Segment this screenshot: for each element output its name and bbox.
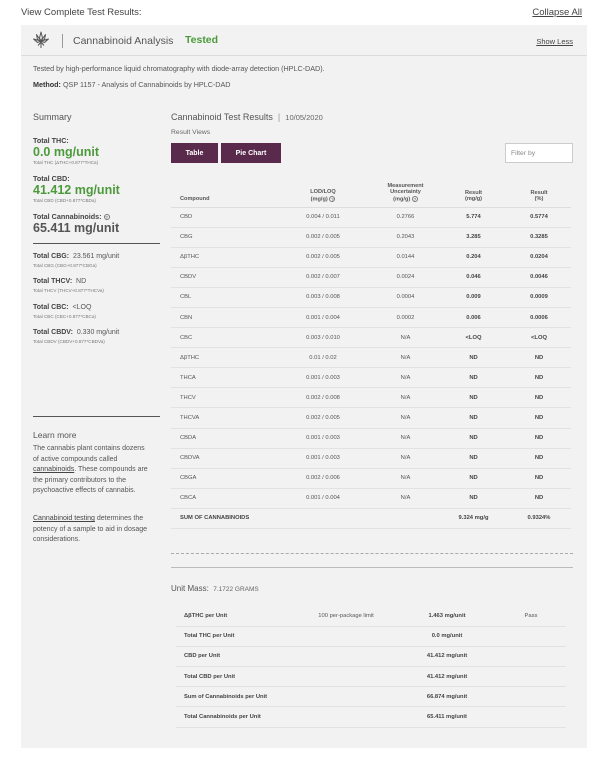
pie-chart-view-button[interactable]: Pie Chart <box>221 143 281 163</box>
test-results-title <box>171 112 323 122</box>
lod-loq-cell: 0.001 / 0.003 <box>275 448 371 468</box>
uncertainty-cell: 0.0144 <box>371 247 440 267</box>
lod-loq-cell: 0.003 / 0.008 <box>275 287 371 307</box>
per-unit-value: 65.411 mg/unit <box>398 707 496 727</box>
table-view-button[interactable]: Table <box>171 143 218 163</box>
result-pct-cell: ND <box>507 408 571 428</box>
result-mg-cell: ND <box>440 468 507 488</box>
total-cbdv-formula: Total CBDV (CBDV+0.877*CBDVa) <box>33 339 105 344</box>
total-cbg-line <box>33 253 119 260</box>
uncertainty-header-2: Uncertainty <box>390 189 421 196</box>
unit-mass-line <box>171 584 259 593</box>
uncertainty-cell: 0.0004 <box>371 287 440 307</box>
compound-cell: CBCA <box>171 488 275 508</box>
compound-cell: CBDVA <box>171 448 275 468</box>
total-thcv-label: Total THCV: <box>33 278 73 285</box>
total-cbg-formula: Total CBG (CBG+0.877*CBGa) <box>33 263 97 268</box>
total-cbg-value: 23.561 mg/unit <box>72 253 120 260</box>
unit-mass-value: 7.1722 GRAMS <box>213 586 259 593</box>
uncertainty-unit: (mg/g) <box>393 196 411 203</box>
result-mg-cell: ND <box>440 368 507 388</box>
table-row <box>171 287 571 307</box>
per-unit-row <box>176 667 566 687</box>
per-unit-row <box>176 626 566 646</box>
sum-of-cannabinoids-row <box>171 508 571 528</box>
total-cbd-label: Total CBD: <box>33 174 70 183</box>
total-cbc-value: <LOQ <box>72 304 92 311</box>
table-row <box>171 368 571 388</box>
table-row <box>171 348 571 368</box>
per-unit-limit <box>294 626 398 646</box>
summary-sidebar <box>33 112 163 544</box>
total-cbd-value: 41.412 mg/unit <box>33 183 120 197</box>
sum-compound-cell: SUM OF CANNABINOIDS <box>171 508 275 528</box>
result-mg-cell: ND <box>440 388 507 408</box>
solid-divider <box>171 567 573 568</box>
per-unit-row <box>176 606 566 626</box>
per-unit-limit: 100 per-package limit <box>294 606 398 626</box>
result-pct-cell: 0.0046 <box>507 267 571 287</box>
result-mg-cell: <LOQ <box>440 328 507 348</box>
view-results-title: View Complete Test Results: <box>21 7 142 18</box>
per-unit-value: 0.0 mg/unit <box>398 626 496 646</box>
lod-loq-cell: 0.001 / 0.004 <box>275 488 371 508</box>
total-cbd-formula: Total CBD (CBD+0.877*CBDa) <box>33 198 96 203</box>
method-description: Tested by high-performance liquid chromatography with diode-array detection (HPLC-DAD). <box>33 64 325 73</box>
result-mg-cell: ND <box>440 448 507 468</box>
title-divider: | <box>275 112 283 122</box>
result-pct-cell: <LOQ <box>507 328 571 348</box>
collapse-all-link[interactable]: Collapse All <box>532 7 582 18</box>
uncertainty-cell: N/A <box>371 448 440 468</box>
result-pct-cell: ND <box>507 348 571 368</box>
table-row <box>171 307 571 327</box>
result-pct-cell: ND <box>507 448 571 468</box>
table-row <box>171 227 571 247</box>
per-unit-status <box>496 626 566 646</box>
learn-p1-text-b: . These compounds are the primary contributors to the psychoactive effects of cannabis. <box>33 466 148 495</box>
per-unit-status <box>496 687 566 707</box>
sum-result-pct-cell: 0.9324% <box>507 508 571 528</box>
total-thcv-formula: Total THCV (THCV+0.877*THCVa) <box>33 288 104 293</box>
total-cbdv-line <box>33 329 119 336</box>
per-unit-label: CBD per Unit <box>176 646 294 666</box>
per-unit-label: Total THC per Unit <box>176 626 294 646</box>
compound-cell: ΔβTHC <box>171 247 275 267</box>
cannabinoid-results-table <box>171 165 571 529</box>
compound-cell: CBN <box>171 307 275 327</box>
per-unit-status: Pass <box>496 606 566 626</box>
result-mg-cell: 0.006 <box>440 307 507 327</box>
total-cbc-label: Total CBC: <box>33 304 69 311</box>
total-cbc-formula: Total CBC (CBC+0.877*CBCa) <box>33 314 96 319</box>
per-unit-row <box>176 687 566 707</box>
table-row <box>171 428 571 448</box>
panel-header <box>21 25 587 57</box>
learn-divider <box>33 416 160 417</box>
lod-loq-cell: 0.004 / 0.011 <box>275 207 371 227</box>
result-pct-cell: 0.0009 <box>507 287 571 307</box>
lod-loq-header-text: LOD/LOQ <box>310 189 336 196</box>
sum-result-mg-cell: 9.324 mg/g <box>440 508 507 528</box>
lod-loq-cell: 0.001 / 0.004 <box>275 307 371 327</box>
method-value: QSP 1157 - Analysis of Cannabinoids by HPLC-DAD <box>62 80 231 89</box>
result-mg-cell: ND <box>440 428 507 448</box>
dashed-divider <box>171 553 573 554</box>
table-header-row <box>171 165 571 207</box>
lod-loq-unit: (mg/g) <box>310 196 328 203</box>
compound-cell: THCVA <box>171 408 275 428</box>
header-divider <box>62 34 63 48</box>
table-row <box>171 468 571 488</box>
compound-cell: CBDV <box>171 267 275 287</box>
table-row <box>171 267 571 287</box>
total-cannabinoids-value: 65.411 mg/unit <box>33 221 120 235</box>
result-pct-cell: 0.3285 <box>507 227 571 247</box>
compound-cell: CBD <box>171 207 275 227</box>
total-cbc-line <box>33 304 91 311</box>
result-mg-cell: ND <box>440 348 507 368</box>
total-thc-label: Total THC: <box>33 136 69 145</box>
learn-p2-text: determines the potency of a sample to aid in dosage considerations. <box>33 515 148 544</box>
result-pct-cell: ND <box>507 488 571 508</box>
result-mg-cell: 5.774 <box>440 207 507 227</box>
per-unit-limit <box>294 707 398 727</box>
per-unit-value: 66.874 mg/unit <box>398 687 496 707</box>
lod-loq-cell: 0.002 / 0.006 <box>275 468 371 488</box>
lod-loq-info-icon[interactable]: ? <box>331 196 334 202</box>
learn-more-title: Learn more <box>33 430 77 440</box>
result-mg-unit: (mg/g) <box>464 196 483 203</box>
lod-loq-cell: 0.01 / 0.02 <box>275 348 371 368</box>
cannabinoid-testing-link[interactable]: Cannabinoid testing <box>33 515 95 522</box>
uncertainty-header-1: Measurement <box>387 182 424 189</box>
result-mg-cell: 0.046 <box>440 267 507 287</box>
lod-loq-cell: 0.003 / 0.010 <box>275 328 371 348</box>
learn-p1-text-a: The cannabis plant contains dozens of active compounds called <box>33 445 145 463</box>
total-cannabinoids-label-text: Total Cannabinoids: <box>33 212 102 221</box>
unit-mass-label: Unit Mass: <box>171 584 209 593</box>
compound-cell: THCV <box>171 388 275 408</box>
table-row <box>171 247 571 267</box>
header-rule <box>21 55 587 56</box>
tested-status-badge: Tested <box>185 34 219 46</box>
compound-cell: ΔβTHC <box>171 348 275 368</box>
uncertainty-header <box>371 165 440 207</box>
uncertainty-cell: N/A <box>371 388 440 408</box>
lod-loq-cell: 0.001 / 0.003 <box>275 428 371 448</box>
lod-loq-cell: 0.002 / 0.005 <box>275 247 371 267</box>
results-title-text: Cannabinoid Test Results <box>171 112 273 122</box>
top-bar <box>0 0 600 24</box>
lod-loq-cell: 0.002 / 0.007 <box>275 267 371 287</box>
result-mg-cell: ND <box>440 408 507 428</box>
table-row <box>171 408 571 428</box>
per-unit-body <box>176 606 566 727</box>
total-thcv-value: ND <box>76 278 87 285</box>
info-icon[interactable]: ? <box>105 215 108 221</box>
result-pct-cell: 0.0006 <box>507 307 571 327</box>
uncertainty-cell: N/A <box>371 428 440 448</box>
total-thc-value: 0.0 mg/unit <box>33 145 99 159</box>
result-pct-unit: (%) <box>534 196 544 203</box>
result-pct-header-text: Result <box>530 189 548 196</box>
uncertainty-cell: N/A <box>371 488 440 508</box>
compound-cell: THCA <box>171 368 275 388</box>
per-unit-limit <box>294 667 398 687</box>
per-unit-value: 1.463 mg/unit <box>398 606 496 626</box>
lod-loq-cell: 0.002 / 0.005 <box>275 227 371 247</box>
table-row <box>171 488 571 508</box>
uncertainty-cell: N/A <box>371 348 440 368</box>
per-unit-value: 41.412 mg/unit <box>398 646 496 666</box>
result-views-label: Result Views <box>171 129 211 136</box>
lod-loq-cell: 0.002 / 0.005 <box>275 408 371 428</box>
per-unit-status <box>496 646 566 666</box>
uncertainty-cell: N/A <box>371 328 440 348</box>
total-thcv-line <box>33 278 86 285</box>
lod-loq-cell: 0.001 / 0.003 <box>275 368 371 388</box>
analysis-title: Cannabinoid Analysis <box>73 35 174 47</box>
results-date: 10/05/2020 <box>285 113 323 122</box>
result-pct-cell: 0.5774 <box>507 207 571 227</box>
uncertainty-cell: N/A <box>371 408 440 428</box>
result-mg-cell: ND <box>440 488 507 508</box>
show-less-link[interactable]: Show Less <box>536 37 573 46</box>
per-unit-table <box>176 606 566 728</box>
method-label: Method: <box>33 80 61 89</box>
per-unit-label: Total CBD per Unit <box>176 667 294 687</box>
sum-lod-loq-cell <box>275 508 371 528</box>
table-row <box>171 328 571 348</box>
compound-cell: CBGA <box>171 468 275 488</box>
lod-loq-cell: 0.002 / 0.008 <box>275 388 371 408</box>
compound-cell: CBDA <box>171 428 275 448</box>
result-pct-cell: ND <box>507 368 571 388</box>
lod-loq-header <box>275 165 371 207</box>
result-mg-cell: 3.285 <box>440 227 507 247</box>
result-pct-cell: ND <box>507 468 571 488</box>
learn-more-paragraph-1 <box>33 444 151 497</box>
table-row <box>171 448 571 468</box>
summary-title: Summary <box>33 112 72 122</box>
result-mg-header <box>440 165 507 207</box>
uncertainty-cell: N/A <box>371 368 440 388</box>
result-mg-cell: 0.009 <box>440 287 507 307</box>
per-unit-label: Sum of Cannabinoids per Unit <box>176 687 294 707</box>
result-pct-header <box>507 165 571 207</box>
cannabis-leaf-icon <box>31 30 51 50</box>
per-unit-label: Total Cannabinoids per Unit <box>176 707 294 727</box>
results-body <box>171 207 571 529</box>
table-row <box>171 388 571 408</box>
filter-input[interactable] <box>505 143 573 163</box>
total-cannabinoids-label <box>33 212 110 221</box>
per-unit-limit <box>294 646 398 666</box>
per-unit-row <box>176 707 566 727</box>
result-pct-cell: 0.0204 <box>507 247 571 267</box>
per-unit-value: 41.412 mg/unit <box>398 667 496 687</box>
per-unit-row <box>176 646 566 666</box>
uncertainty-cell: 0.0002 <box>371 307 440 327</box>
uncertainty-info-icon[interactable]: ? <box>413 196 417 202</box>
compound-cell: CBL <box>171 287 275 307</box>
sum-uncertainty-cell <box>371 508 440 528</box>
compound-cell: CBC <box>171 328 275 348</box>
compound-header: Compound <box>171 165 275 207</box>
total-cbdv-value: 0.330 mg/unit <box>76 329 120 336</box>
per-unit-status <box>496 707 566 727</box>
per-unit-limit <box>294 687 398 707</box>
summary-divider <box>33 243 160 244</box>
result-mg-cell: 0.204 <box>440 247 507 267</box>
uncertainty-cell: 0.2766 <box>371 207 440 227</box>
uncertainty-cell: 0.2043 <box>371 227 440 247</box>
per-unit-label: ΔβTHC per Unit <box>176 606 294 626</box>
result-pct-cell: ND <box>507 428 571 448</box>
cannabinoids-link[interactable]: cannabinoids <box>33 466 75 474</box>
cannabinoid-analysis-panel <box>21 25 587 748</box>
result-mg-header-text: Result <box>464 189 483 196</box>
method-line <box>33 80 230 89</box>
total-cbg-label: Total CBG: <box>33 253 70 260</box>
result-pct-cell: ND <box>507 388 571 408</box>
total-thc-formula: Total THC (ΔTHC+0.877*THCa) <box>33 160 99 165</box>
learn-more-paragraph-2 <box>33 514 151 546</box>
compound-cell: CBG <box>171 227 275 247</box>
uncertainty-cell: 0.0024 <box>371 267 440 287</box>
table-row <box>171 207 571 227</box>
total-cbdv-label: Total CBDV: <box>33 329 73 336</box>
per-unit-status <box>496 667 566 687</box>
uncertainty-cell: N/A <box>371 468 440 488</box>
